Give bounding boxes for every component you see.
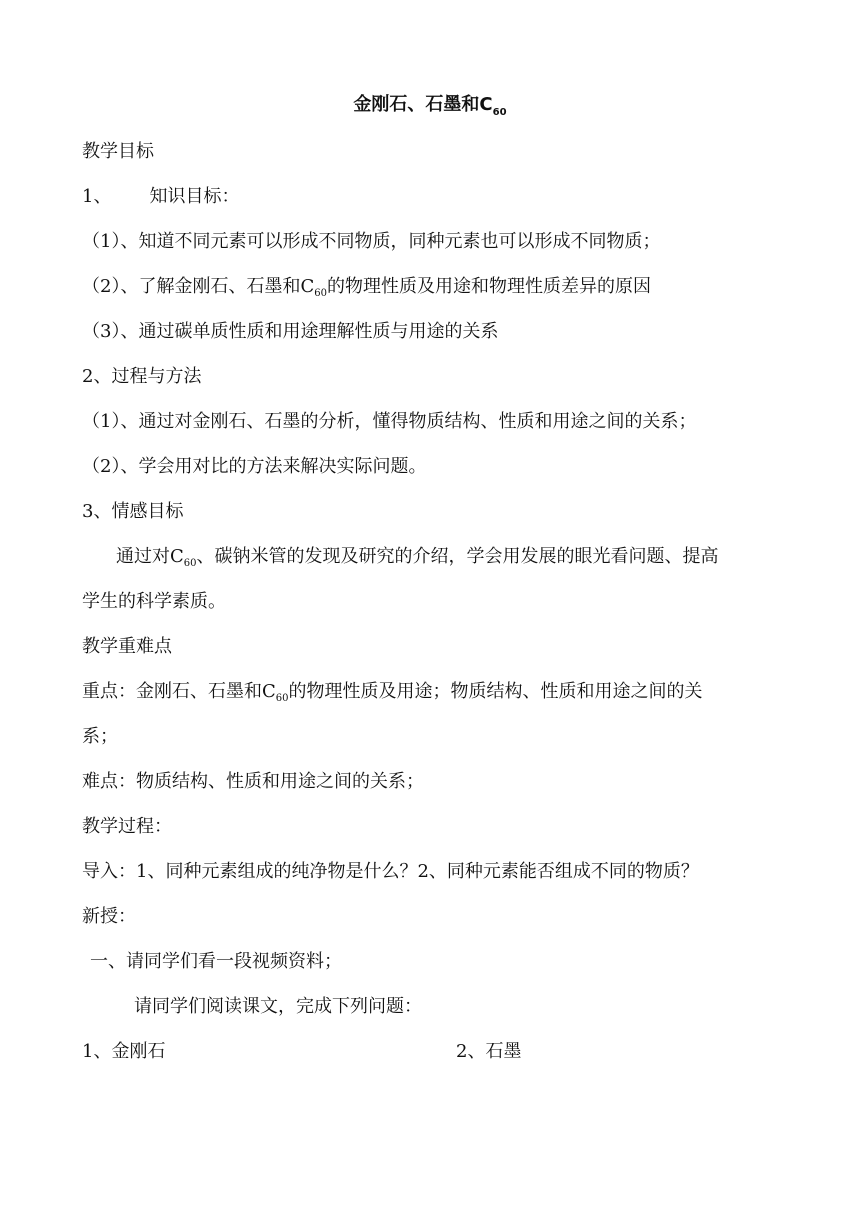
item-number: 1、: [82, 186, 112, 207]
text-part: 重点：金刚石、石墨和C: [82, 681, 276, 702]
process-item-2: （2）、学会用对比的方法来解决实际问题。: [82, 456, 427, 477]
text-part: 的物理性质及用途；物质结构、性质和用途之间的关: [288, 681, 703, 702]
item-label: 知识目标：: [149, 186, 240, 207]
process-item-1: （1）、通过对金刚石、石墨的分析，懂得物质结构、性质和用途之间的关系；: [82, 411, 697, 432]
objective-item-1: （1）、知道不同元素可以形成不同物质，同种元素也可以形成不同物质；: [82, 231, 661, 252]
emotion-objective-heading: 3、情感目标: [82, 501, 184, 522]
subscript: 60: [314, 288, 327, 299]
key-points-line-1: [82, 680, 703, 707]
objective-item-3: （3）、通过碳单质性质和用途理解性质与用途的关系: [82, 321, 499, 342]
video-instruction: 一、请同学们看一段视频资料；: [90, 951, 342, 972]
document-title: [0, 93, 860, 120]
subscript: 60: [275, 693, 289, 704]
subscript: 60: [183, 558, 197, 569]
text-part: 、碳钠米管的发现及研究的介绍，学会用发展的眼光看问题、提高: [196, 546, 719, 567]
text-part: 的物理性质及用途和物理性质差异的原因: [326, 276, 651, 297]
knowledge-objective-heading: [82, 185, 239, 209]
title-text: 金刚石、石墨和C: [353, 94, 493, 115]
objective-item-2: [82, 275, 651, 302]
diamond-label: 1、金刚石: [82, 1041, 166, 1062]
key-difficult-points-heading: 教学重难点: [82, 636, 172, 657]
teaching-process-heading: 教学过程：: [82, 816, 172, 837]
difficult-points: 难点：物质结构、性质和用途之间的关系；: [82, 771, 424, 792]
key-points-line-2: 系；: [82, 726, 118, 747]
emotion-paragraph-line-1: [116, 545, 719, 572]
reading-instruction: 请同学们阅读课文，完成下列问题：: [134, 996, 422, 1017]
section-heading-objectives: 教学目标: [82, 141, 154, 162]
title-subscript: 60: [492, 107, 507, 118]
new-lesson-heading: 新授：: [82, 906, 136, 927]
graphite-label: 2、石墨: [456, 1041, 522, 1062]
introduction-line: 导入：1、同种元素组成的纯净物是什么？2、同种元素能否组成不同的物质？: [82, 861, 699, 882]
text-part: （2）、了解金刚石、石墨和C: [82, 276, 315, 297]
text-part: 通过对C: [116, 546, 184, 567]
emotion-paragraph-line-2: 学生的科学素质。: [82, 591, 226, 612]
process-method-heading: 2、过程与方法: [82, 366, 202, 387]
